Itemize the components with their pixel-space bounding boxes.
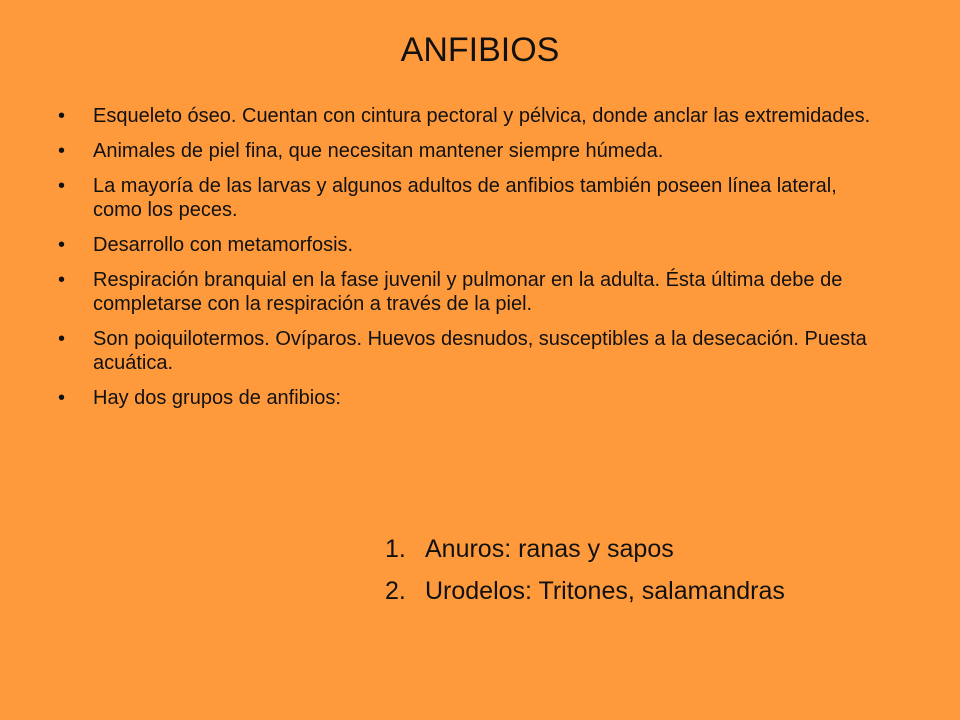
groups-list bbox=[385, 534, 925, 618]
bullet-item bbox=[58, 386, 878, 410]
bullet-item bbox=[58, 174, 878, 222]
bullet-item bbox=[58, 233, 878, 257]
bullet-icon: • bbox=[58, 269, 66, 291]
bullet-item bbox=[58, 104, 878, 128]
bullet-text: Esqueleto óseo. Cuentan con cintura pectoral y pélvica, donde anclar las extremidades. bbox=[93, 105, 871, 127]
bullet-text: Respiración branquial en la fase juvenil y pulmonar en la adulta. Ésta última debe de completarse con la respiración a través de la piel. bbox=[93, 269, 843, 315]
slide-title: ANFIBIOS bbox=[400, 31, 560, 69]
bullet-icon: • bbox=[58, 175, 66, 197]
bullet-text: Hay dos grupos de anfibios: bbox=[93, 387, 341, 409]
bullet-icon: • bbox=[58, 140, 66, 162]
bullet-text: Desarrollo con metamorfosis. bbox=[93, 234, 354, 256]
bullet-item bbox=[58, 327, 878, 375]
bullet-text: Son poiquilotermos. Ovíparos. Huevos desnudos, susceptibles a la desecación. Puesta acuática. bbox=[93, 328, 867, 374]
bullet-text: La mayoría de las larvas y algunos adultos de anfibios también poseen línea lateral, como los peces. bbox=[93, 175, 837, 221]
bullet-text: Animales de piel fina, que necesitan mantener siempre húmeda. bbox=[93, 140, 664, 162]
bullet-icon: • bbox=[58, 105, 66, 127]
group-text: Urodelos: Tritones, salamandras bbox=[425, 577, 785, 605]
group-item-anuros bbox=[385, 534, 925, 564]
group-number: 2. bbox=[385, 577, 406, 605]
bullet-icon: • bbox=[58, 387, 66, 409]
group-item-urodelos bbox=[385, 576, 925, 606]
bullet-icon: • bbox=[58, 234, 66, 256]
bullet-list bbox=[58, 104, 878, 421]
bullet-icon: • bbox=[58, 328, 66, 350]
group-number: 1. bbox=[385, 535, 406, 563]
group-text: Anuros: ranas y sapos bbox=[425, 535, 674, 563]
bullet-item bbox=[58, 139, 878, 163]
bullet-item bbox=[58, 268, 878, 316]
